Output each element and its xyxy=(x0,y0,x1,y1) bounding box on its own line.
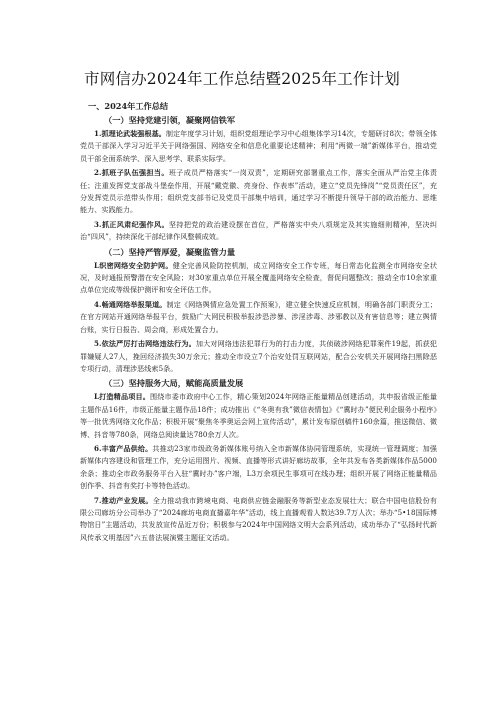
paragraph xyxy=(80,260,437,297)
paragraph-lead: 1.抓理论武装强根基。 xyxy=(94,129,166,138)
paragraph-body: 班子成员严格落实“一岗双责”，定期研究部署重点工作，落实全面从严治党主体责任；注重发挥党支部战斗堡垒作用，开展“戴党徽、亮身份、作表率”活动，建立“党员先锋岗”“党员责任区”，充分发挥党员示范带头作用；组织党支部书记及党员干部集中培训，通过学习不断提升领导干部的政治能力、思维能力、实践能力。 xyxy=(80,168,437,215)
paragraph-lead: 5.依法严厉打击网络违法行为。 xyxy=(94,339,196,349)
paragraph xyxy=(80,443,437,493)
paragraph xyxy=(80,338,437,375)
paragraph-body: 健全完善风险防控机制，成立网络安全工作专班，每日常态化监测全市网络安全状况，及时通报预警潜在安全风险；对30家重点单位开展全覆盖网络安全检查，督促问题整改；推动全市10余家重点单位完成等级保护测评和安全评估工作。 xyxy=(80,260,437,295)
subsection-heading: （三）坚持服务大局，赋能高质量发展 xyxy=(104,378,244,389)
paragraph-lead: 2.抓班子队伍强担当。 xyxy=(94,168,169,178)
document-title: 市网信办2024年工作总结暨2025年工作计划 xyxy=(84,70,400,88)
paragraph xyxy=(80,495,437,545)
paragraph-lead: 4.畅通网络举报渠道。 xyxy=(94,299,167,309)
paragraph-lead: L打造精品项目。 xyxy=(94,392,150,402)
paragraph-lead: 3.抓正风肃纪强作风。 xyxy=(94,219,169,229)
paragraph xyxy=(80,167,437,217)
paragraph xyxy=(80,391,437,441)
paragraph-body: 全力推动我市跨境电商、电商供应链金融服务等新型业态发展壮大；联合中国电信股份有限公司廊坊分公司举办了“2024廊坊电商直播嘉年华”活动，线上直播观看人数达39.7万人次；举办“5•18国际博物馆日”主题活动，共发放宣传品近万份；积极参与2024年中国网络文明大会系列活动，成功举办了“弘扬时代新风传承文明基因”六五普法展演暨主题征文活动。 xyxy=(80,495,438,542)
paragraph xyxy=(80,128,437,165)
paragraph-lead: 7.推动产业发展。 xyxy=(94,495,153,505)
paragraph xyxy=(80,219,437,244)
paragraph-body: 坚持把党的政治建设摆在首位，严格落实中央八项规定及其实施细则精神，坚决纠治“四风”，持续深化干部纪律作风整顿成效。 xyxy=(80,219,437,242)
paragraph-body: 共推动23家市级政务新媒体账号纳入全市新媒体协同管理系统，实现统一管理调度；加强新媒体内容建设和管理工作，充分运用图片、视频、直播等形式讲好廊坊故事，全年共发布各类新媒体作品5000余条；推动全市政务服务平台入驻“冀时办”客户端，L3万余项民生事项可在线办理；组织开展了网络正能量精品创作季、抖音有奖打卡等特色活动。 xyxy=(80,443,438,491)
paragraph-lead: L织密网络安全防护网。 xyxy=(94,260,173,270)
paragraph-body: 围绕市委市政府中心工作，精心策划2024年网络正能量精品创建活动，共申报省级正能量主题作品16件，市级正能量主题作品18件；成功推出《“冬奥有我”微信表情包》《“冀时办”便民利企服务小程序》等一批优秀网络文化作品；积极开展“聚焦冬季奥运会网上宣传活动”，累计发布原创稿件160余篇，推送微信、微博、抖音等780条，网络总阅读量达780余万人次。 xyxy=(80,392,437,439)
subsection-heading: （一）坚持党建引领，凝聚网信铁军 xyxy=(104,115,236,125)
paragraph-body: 制定《网络舆情应急处置工作预案》，建立健全快速反应机制，明确各部门职责分工；在官方网站开通网络举报平台，鼓励广大网民积极举报涉恐涉暴、涉淫涉毒、涉邪教以及有害信息等；建立舆情台账，实行日报告、周会商，形成处置合力。 xyxy=(80,299,437,334)
section-heading: 一、2024年工作总结 xyxy=(88,101,169,111)
paragraph-body: 加大对网络违法犯罪行为的打击力度，共侦破涉网络犯罪案件19起，抓获犯罪嫌疑人27人，挽回经济损失30万余元；推动全市设立7个治安处罚互联网站，配合公安机关开展网络扫黑除恶专项行动，清理涉恶线索5条。 xyxy=(80,339,438,373)
paragraph-body: 制定年度学习计划，组织党组理论学习中心组集体学习14次，专题研讨8次；带领全体党员干部深入学习习近平关于网络强国、网络安全和信息化重要论述精神；利用“两微一端”新媒体平台，推动党员干部全面系统学、深入思考学、联系实际学。 xyxy=(80,129,437,163)
paragraph-lead: 6.丰富产品供给。 xyxy=(94,443,153,453)
paragraph xyxy=(80,299,437,336)
subsection-heading: （二）坚持严管厚爱，凝聚监管力量 xyxy=(104,246,236,257)
